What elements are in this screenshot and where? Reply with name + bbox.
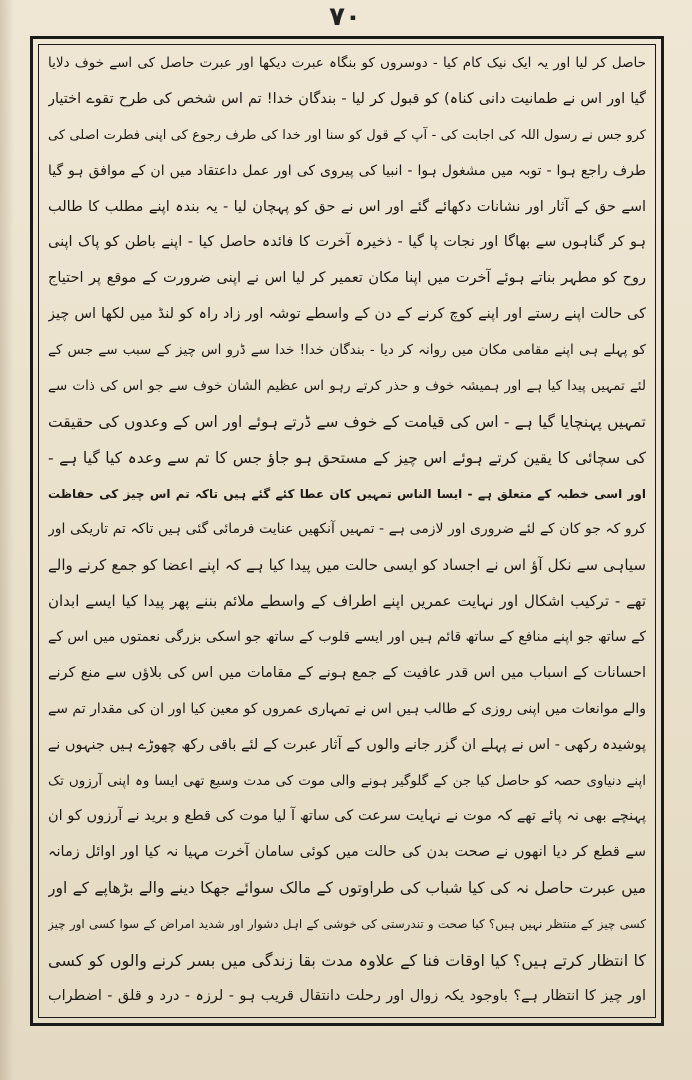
text-line-11: تمہیں پہنچایا گیا ہے - اس کی قیامت کے خوف سے ڈرتے ہوئے اور اس کے وعدوں کی حقیقت — [48, 412, 646, 431]
text-line-21: اپنے دنیاوی حصہ کو حاصل کیا جن کے گلوگیر ہونے والی موت کی مدت وسیع تھی ایسا وہ اپنی آرزوں تک — [48, 772, 646, 789]
text-line-16: تھے - ترکیب اشکال اور نہایت عمریں اپنے اطراف کے واسطے ملائم بننے پھر پیدا کیا ایسے ابدان — [48, 592, 646, 611]
text-line-12: کی سچائی کا یقین کرتے ہوئے اس چیز کے مستحق ہو جاؤ جس کا تم سے وعدہ کیا گیا ہے - — [48, 448, 646, 467]
text-line-18: احسانات کے اسباب میں اس قدر عافیت کے جمع ہونے کے مقامات میں اس کی بلاؤں سے منع کرنے — [48, 664, 646, 681]
text-line-9: کو پہلے ہی اپنے مقامی مکان میں روانہ کر دیا - بندگان خدا! خدا سے ڈرو اس چیز کے سبب سے جس کے — [48, 342, 646, 358]
text-line-25: کسی چیز کے منتظر نہیں ہیں؟ کیا صحت و تندرستی کی خوشی کے اہل دشوار اور شدید امراض کے سوا کسی اور چیز — [48, 917, 646, 931]
text-line-26: کا انتظار کرتے ہیں؟ کیا اوقات فنا کے علاوہ مدت بقا زندگی میں بسر کرنے والوں کو کسی — [48, 950, 646, 970]
text-line-15: سیاہی سے نکل آؤ اس نے اجساد کو ایسی حالت میں پیدا کیا ہے کہ اپنے اعضا کو جمع کرنے والے — [48, 556, 646, 575]
text-line-20: پوشیدہ رکھی - اس نے پہلے ان گزر جانے والوں کے آثار عبرت کے لئے باقی رکھ چھوڑے ہیں جنہوں نے — [48, 736, 646, 753]
text-line-13-section-heading: اور اسی خطبہ کے متعلق ہے - ایسا الناس تمہیں کان عطا کئے گئے ہیں تاکہ تم اس چیز کی حفاظت — [48, 486, 646, 501]
text-line-1: حاصل کر لیا اور یہ ایک نیک کام کیا - دوسروں کو بنگاہ عبرت دیکھا اور عبرت حاصل کی اسے خوف دلایا — [48, 55, 646, 71]
urdu-text-block — [48, 50, 646, 1010]
text-line-22: پہنچے بھی نہ پائے تھے کہ موت نے نہایت سرعت کی ساتھ آ لیا موت کی قطع و برید نے آرزوں کو ان — [48, 808, 646, 825]
text-line-2: گیا اور اس نے طمانیت دانی کناہ) کو قبول کر لیا - بندگان خدا! تم اس شخص کی طرح تقوے اختیار — [48, 90, 646, 107]
page-spine-shadow — [0, 0, 14, 1080]
text-line-27: اور چیز کا انتظار ہے؟ باوجود یکہ زوال اور رحلت دانتقال قریب ہو - لرزہ - درد و قلق - اضطراب — [48, 987, 646, 1004]
text-line-24: میں عبرت حاصل نہ کی کیا شباب کی طراوتوں کے مالک سوائے جھکا دینے والے بڑھاپے کے اور — [48, 879, 646, 898]
text-line-5: اسے حق کے آثار اور نشانات دکھائے گئے اور اس نے حق کو پہچان لیا - یہ بندہ اپنے مطلب کا طالب — [48, 198, 646, 215]
text-line-19: والے موانعات میں اپنی روزی کے طالب ہیں اس نے تمہاری عمروں کو معین کیا اور ان کی مقدار تم سے — [48, 700, 646, 717]
text-line-14: کرو کہ جو کان کے لئے ضروری اور لازمی ہے - تمہیں آنکھیں عنایت فرمائی گئی ہیں تاکہ تم تاریکی اور — [48, 521, 646, 538]
text-line-7: روح کو مطہر بناتے ہوئے آخرت میں اپنا مکان تعمیر کر لیا اس نے اپنی ضرورت کے موقع پر احتیاج — [48, 270, 646, 287]
text-line-23: سے قطع کر دیا انھوں نے صحت بدن کی حالت میں کوئی سامان آخرت مہیا نہ کیا اور اوائل زمانہ — [48, 844, 646, 861]
page-number: ۷۰ — [329, 2, 361, 32]
text-line-4: طرف راجع ہوا - توبہ میں مشغول ہوا - انبیا کی پیروی کی اور عمل داعتقاد میں ان کے موافق ہو گیا — [48, 162, 646, 179]
text-line-6: ہو کر گناہوں سے بھاگا اور نجات پا گیا - ذخیرہ آخرت کا فائدہ حاصل کیا - اپنے باطن کو پاک اپنی — [48, 234, 646, 251]
text-line-17: کے ساتھ جو اپنے منافع کے ساتھ قائم ہیں اور ایسے قلوب کے ساتھ جو اسکی بزرگی نعمتوں میں اس کے — [48, 629, 646, 645]
text-line-8: کی حالت اپنے رستے اور اپنے کوچ کرنے کے دن کے واسطے توشہ اور زاد راہ کو لنڈ میں لکھا اس چیز — [48, 306, 646, 323]
text-line-10: لئے تمہیں پیدا کیا ہے اور ہمیشہ خوف و حذر کرتے رہو اس عظیم الشان خوف سے جو اس کی ذات سے — [48, 377, 646, 394]
text-line-3: کرو جس نے رسول اللہ کی اجابت کی - آپ کے قول کو سنا اور خدا کی طرف رجوع کی اپنی فطرت اصلی کی — [48, 127, 646, 143]
